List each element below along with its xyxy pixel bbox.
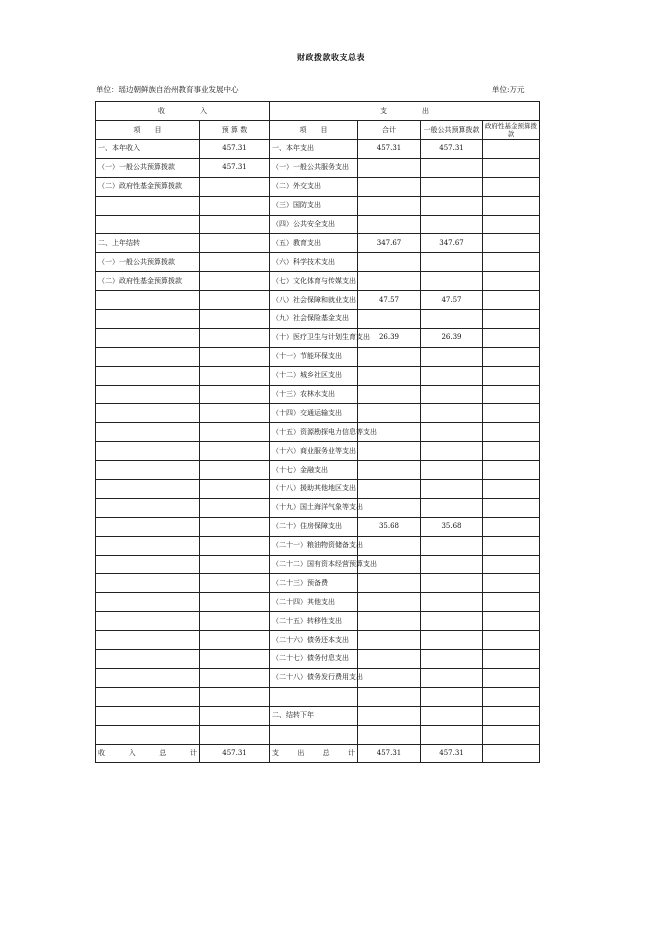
expense-total-value xyxy=(358,631,421,650)
income-budget-value xyxy=(200,423,270,442)
expense-general-value xyxy=(421,404,483,423)
income-budget-value xyxy=(200,668,270,687)
expense-item xyxy=(270,687,358,706)
expense-total-value: 457.31 xyxy=(358,140,421,159)
expense-item: 二、结转下年 xyxy=(270,706,358,725)
expense-general-value xyxy=(421,631,483,650)
expense-fund-value xyxy=(483,196,540,215)
table-row xyxy=(96,177,540,196)
expense-item: （十一）节能环保支出 xyxy=(270,347,358,366)
income-item xyxy=(96,442,200,461)
income-budget-value xyxy=(200,574,270,593)
expense-item: （十五）资源勘探电力信息等支出 xyxy=(270,423,358,442)
expense-item: （四）公共安全支出 xyxy=(270,215,358,234)
table-row xyxy=(96,366,540,385)
expense-total-value: 47.57 xyxy=(358,291,421,310)
expense-item: （十七）金融支出 xyxy=(270,461,358,480)
income-budget-value xyxy=(200,328,270,347)
table-row xyxy=(96,668,540,687)
totals-row xyxy=(96,744,540,763)
expense-total-value xyxy=(358,668,421,687)
income-budget-value xyxy=(200,706,270,725)
expense-fund-value xyxy=(483,385,540,404)
expense-general-value xyxy=(421,442,483,461)
expense-total-value xyxy=(358,196,421,215)
table-row xyxy=(96,310,540,329)
table-row xyxy=(96,480,540,499)
expense-general-value xyxy=(421,687,483,706)
expense-total-value xyxy=(358,461,421,480)
expense-total-value xyxy=(358,442,421,461)
income-total-label xyxy=(96,744,200,763)
table-row xyxy=(96,631,540,650)
expense-general-value xyxy=(421,215,483,234)
expense-fund-value xyxy=(483,404,540,423)
expense-fund-value xyxy=(483,177,540,196)
expense-fund-value xyxy=(483,593,540,612)
expense-total-value xyxy=(358,687,421,706)
expense-fund-value xyxy=(483,555,540,574)
table-row xyxy=(96,272,540,291)
income-item xyxy=(96,706,200,725)
income-total-char: 总 xyxy=(159,748,167,757)
fund-budget-header: 政府性基金预算拨款 xyxy=(483,121,540,140)
expense-fund-value xyxy=(483,272,540,291)
income-item xyxy=(96,291,200,310)
table-row xyxy=(96,574,540,593)
expense-general-value xyxy=(421,498,483,517)
expense-item: （二十）住房保障支出 xyxy=(270,517,358,536)
income-item xyxy=(96,404,200,423)
expense-fund-value xyxy=(483,631,540,650)
expense-total-value xyxy=(358,725,421,744)
table-row xyxy=(96,234,540,253)
expense-item: （二十五）转移性支出 xyxy=(270,612,358,631)
expense-fund-value xyxy=(483,517,540,536)
income-item-header: 项 目 xyxy=(96,121,200,140)
general-budget-header: 一般公共预算拨款 xyxy=(421,121,483,140)
expense-fund-value xyxy=(483,158,540,177)
expense-fund-value xyxy=(483,442,540,461)
expense-fund-value xyxy=(483,650,540,669)
expense-item: （二）外交支出 xyxy=(270,177,358,196)
expense-total-value xyxy=(358,272,421,291)
expense-total-char: 出 xyxy=(297,748,305,757)
table-row xyxy=(96,253,540,272)
expense-fund-value xyxy=(483,328,540,347)
expense-general-value xyxy=(421,650,483,669)
income-total-value: 457.31 xyxy=(200,744,270,763)
expense-item: （二十三）预备费 xyxy=(270,574,358,593)
expense-item: （十八）援助其他地区支出 xyxy=(270,480,358,499)
expense-item: （八）社会保障和就业支出 xyxy=(270,291,358,310)
income-item: （二）政府性基金预算拨款 xyxy=(96,272,200,291)
expense-general-value xyxy=(421,461,483,480)
expense-fund-value xyxy=(483,366,540,385)
income-item xyxy=(96,310,200,329)
income-budget-value xyxy=(200,253,270,272)
table-row xyxy=(96,555,540,574)
expense-header: 支 出 xyxy=(270,102,540,121)
expense-total-value xyxy=(358,366,421,385)
expense-total-value xyxy=(358,612,421,631)
expense-general-value xyxy=(421,347,483,366)
expense-total-char: 支 xyxy=(272,748,279,757)
expense-item: （十二）城乡社区支出 xyxy=(270,366,358,385)
expense-total-value xyxy=(358,706,421,725)
expense-total-value xyxy=(358,536,421,555)
income-budget-value xyxy=(200,536,270,555)
expense-fund-value xyxy=(483,536,540,555)
table-row xyxy=(96,593,540,612)
expense-fund-value xyxy=(483,234,540,253)
income-item xyxy=(96,650,200,669)
expense-fund-value xyxy=(483,461,540,480)
expense-total-char: 计 xyxy=(347,748,355,757)
expense-item: （三）国防支出 xyxy=(270,196,358,215)
income-item xyxy=(96,612,200,631)
expense-fund-value xyxy=(483,687,540,706)
income-budget-value xyxy=(200,366,270,385)
expense-fund-value xyxy=(483,140,540,159)
income-budget-value xyxy=(200,215,270,234)
expense-item: （十四）交通运输支出 xyxy=(270,404,358,423)
expense-general-value xyxy=(421,706,483,725)
expense-general-value xyxy=(421,612,483,631)
expense-fund-value xyxy=(483,423,540,442)
total-header: 合计 xyxy=(358,121,421,140)
expense-item xyxy=(270,725,358,744)
table-row xyxy=(96,725,540,744)
income-budget-value xyxy=(200,347,270,366)
table-row xyxy=(96,385,540,404)
expense-general-value: 47.57 xyxy=(421,291,483,310)
expense-total-value xyxy=(358,574,421,593)
expense-general-value xyxy=(421,725,483,744)
income-budget-value xyxy=(200,177,270,196)
expense-fund-value xyxy=(483,706,540,725)
table-row xyxy=(96,347,540,366)
income-budget-value xyxy=(200,517,270,536)
income-budget-value xyxy=(200,404,270,423)
table-row xyxy=(96,291,540,310)
income-item xyxy=(96,196,200,215)
income-budget-value xyxy=(200,725,270,744)
income-item xyxy=(96,574,200,593)
expense-item: （二十一）粮油物资储备支出 xyxy=(270,536,358,555)
income-budget-value xyxy=(200,555,270,574)
income-budget-value xyxy=(200,385,270,404)
expense-item: （七）文化体育与传媒支出 xyxy=(270,272,358,291)
income-budget-value xyxy=(200,593,270,612)
expense-item: （五）教育支出 xyxy=(270,234,358,253)
expense-total-value xyxy=(358,650,421,669)
income-item xyxy=(96,498,200,517)
expense-item: （二十八）债务发行费用支出 xyxy=(270,668,358,687)
expense-item: （二十二）国有资本经营预算支出 xyxy=(270,555,358,574)
table-row xyxy=(96,328,540,347)
income-item xyxy=(96,328,200,347)
income-budget-value: 457.31 xyxy=(200,140,270,159)
table-row xyxy=(96,517,540,536)
expense-total-label xyxy=(270,744,358,763)
expense-fund-value xyxy=(483,310,540,329)
unit-name: 单位：瑶边朝鲜族自治州教育事业发展中心 xyxy=(96,85,239,94)
expense-fund-value xyxy=(483,291,540,310)
expense-general-value: 26.39 xyxy=(421,328,483,347)
income-budget-value xyxy=(200,291,270,310)
expense-total-value xyxy=(358,158,421,177)
expense-item: （六）科学技术支出 xyxy=(270,253,358,272)
budget-summary-table xyxy=(95,101,540,763)
table-row xyxy=(96,158,540,177)
expense-general-value: 35.68 xyxy=(421,517,483,536)
income-budget-value xyxy=(200,687,270,706)
expense-general-value xyxy=(421,196,483,215)
income-item xyxy=(96,536,200,555)
income-item xyxy=(96,631,200,650)
table-row xyxy=(96,687,540,706)
expense-item: 一、本年支出 xyxy=(270,140,358,159)
income-header: 收 入 xyxy=(96,102,270,121)
income-budget-value xyxy=(200,461,270,480)
expense-total-value xyxy=(358,404,421,423)
income-item xyxy=(96,461,200,480)
income-budget-value xyxy=(200,196,270,215)
income-item: （一）一般公共预算拨款 xyxy=(96,158,200,177)
expense-total-value xyxy=(358,480,421,499)
income-budget-value xyxy=(200,272,270,291)
income-item xyxy=(96,725,200,744)
expense-general-value xyxy=(421,555,483,574)
expense-general-value: 347.67 xyxy=(421,234,483,253)
expense-general-value xyxy=(421,253,483,272)
expense-fund-value xyxy=(483,498,540,517)
expense-item: （一）一般公共服务支出 xyxy=(270,158,358,177)
expense-general-value xyxy=(421,536,483,555)
header-row-2 xyxy=(96,121,540,140)
income-item: （一）一般公共预算拨款 xyxy=(96,253,200,272)
expense-item-header: 项 目 xyxy=(270,121,358,140)
income-total-char: 计 xyxy=(189,748,197,757)
expense-general-value xyxy=(421,310,483,329)
expense-general-value xyxy=(421,574,483,593)
income-item xyxy=(96,215,200,234)
expense-fund-value xyxy=(483,253,540,272)
income-budget-value xyxy=(200,442,270,461)
expense-general-value xyxy=(421,668,483,687)
income-item xyxy=(96,366,200,385)
expense-total-value xyxy=(358,215,421,234)
expense-item: （十）医疗卫生与计划生育支出 xyxy=(270,328,358,347)
expense-item: （二十七）债务付息支出 xyxy=(270,650,358,669)
expense-general-value xyxy=(421,158,483,177)
expense-general-value xyxy=(421,593,483,612)
expense-item: （二十六）债务还本支出 xyxy=(270,631,358,650)
income-budget-value xyxy=(200,234,270,253)
expense-general-value xyxy=(421,272,483,291)
income-item xyxy=(96,480,200,499)
income-item: 一、本年收入 xyxy=(96,140,200,159)
expense-item: （九）社会保险基金支出 xyxy=(270,310,358,329)
expense-general-value xyxy=(421,366,483,385)
income-budget-value xyxy=(200,612,270,631)
expense-fund-value xyxy=(483,574,540,593)
expense-general-total-value: 457.31 xyxy=(421,744,483,763)
income-item xyxy=(96,347,200,366)
expense-fund-value xyxy=(483,215,540,234)
income-item: （二）政府性基金预算拨款 xyxy=(96,177,200,196)
income-total-char: 入 xyxy=(128,748,136,757)
income-budget-value xyxy=(200,631,270,650)
income-budget-value xyxy=(200,650,270,669)
expense-total-value xyxy=(358,593,421,612)
table-row xyxy=(96,442,540,461)
expense-total-value xyxy=(358,385,421,404)
table-row xyxy=(96,423,540,442)
table-row xyxy=(96,498,540,517)
expense-item: （二十四）其他支出 xyxy=(270,593,358,612)
expense-total-value xyxy=(358,310,421,329)
income-item xyxy=(96,385,200,404)
expense-total-value: 35.68 xyxy=(358,517,421,536)
expense-total-value xyxy=(358,498,421,517)
income-item xyxy=(96,423,200,442)
income-item xyxy=(96,668,200,687)
expense-fund-total-value xyxy=(483,744,540,763)
expense-total-value: 26.39 xyxy=(358,328,421,347)
expense-general-value: 457.31 xyxy=(421,140,483,159)
expense-total-char: 总 xyxy=(322,748,330,757)
table-row xyxy=(96,215,540,234)
expense-general-value xyxy=(421,177,483,196)
table-row xyxy=(96,140,540,159)
table-row xyxy=(96,650,540,669)
expense-general-value xyxy=(421,480,483,499)
income-budget-value xyxy=(200,310,270,329)
unit-measure: 单位:万元 xyxy=(492,85,525,94)
expense-fund-value xyxy=(483,347,540,366)
income-item: 二、上年结转 xyxy=(96,234,200,253)
income-item xyxy=(96,687,200,706)
page-title: 财政拨款收支总表 xyxy=(297,52,365,62)
table-row xyxy=(96,706,540,725)
expense-total-value xyxy=(358,253,421,272)
table-row xyxy=(96,536,540,555)
budget-header: 预 算 数 xyxy=(200,121,270,140)
income-item xyxy=(96,555,200,574)
expense-total-value: 457.31 xyxy=(358,744,421,763)
income-item xyxy=(96,517,200,536)
income-budget-value xyxy=(200,498,270,517)
expense-fund-value xyxy=(483,668,540,687)
expense-fund-value xyxy=(483,612,540,631)
expense-fund-value xyxy=(483,480,540,499)
income-total-char: 收 xyxy=(98,748,105,757)
expense-item: （十三）农林水支出 xyxy=(270,385,358,404)
table-row xyxy=(96,404,540,423)
income-budget-value: 457.31 xyxy=(200,158,270,177)
expense-total-value xyxy=(358,347,421,366)
expense-general-value xyxy=(421,423,483,442)
income-budget-value xyxy=(200,480,270,499)
header-row-1 xyxy=(96,102,540,121)
expense-fund-value xyxy=(483,725,540,744)
expense-item: （十六）商业服务业等支出 xyxy=(270,442,358,461)
table-row xyxy=(96,196,540,215)
table-row xyxy=(96,612,540,631)
expense-total-value xyxy=(358,177,421,196)
table-row xyxy=(96,461,540,480)
expense-total-value: 347.67 xyxy=(358,234,421,253)
income-item xyxy=(96,593,200,612)
expense-item: （十九）国土海洋气象等支出 xyxy=(270,498,358,517)
expense-general-value xyxy=(421,385,483,404)
